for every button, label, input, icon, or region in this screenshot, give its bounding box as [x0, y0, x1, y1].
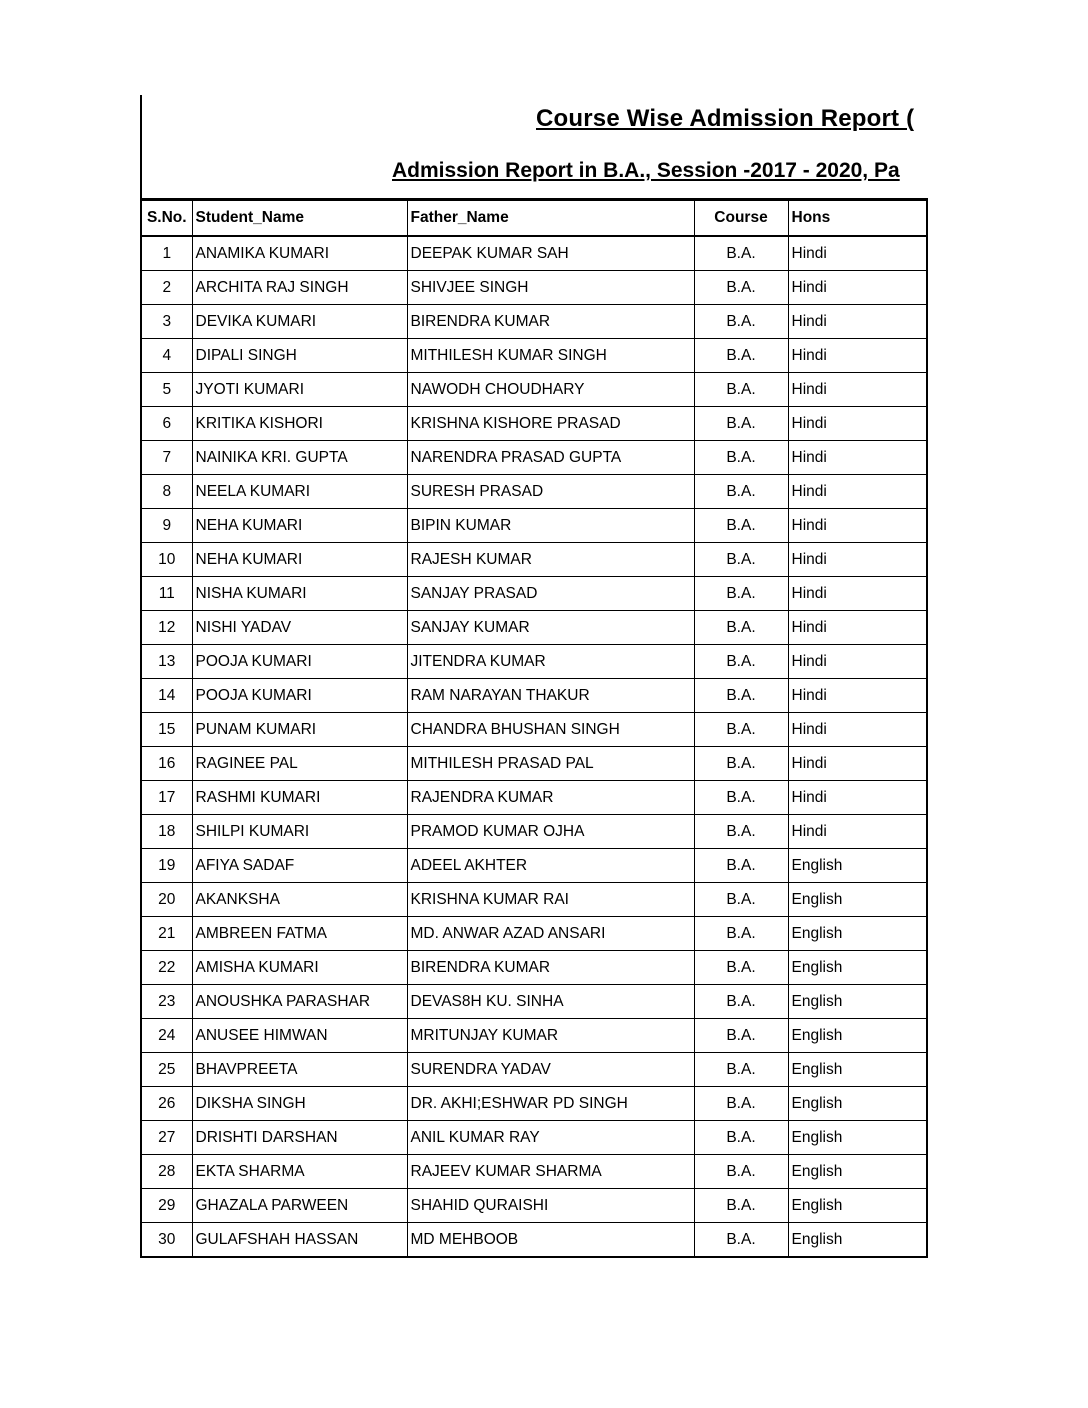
- cell-father-name: RAJESH KUMAR: [407, 543, 694, 577]
- cell-course: B.A.: [694, 373, 788, 407]
- cell-hons: English: [788, 917, 927, 951]
- cell-father-name: KRISHNA KISHORE PRASAD: [407, 407, 694, 441]
- table-row: [141, 1087, 927, 1121]
- header-father-name: Father_Name: [407, 201, 694, 237]
- cell-sno: 28: [141, 1155, 192, 1189]
- cell-father-name: MRITUNJAY KUMAR: [407, 1019, 694, 1053]
- table-row: [141, 509, 927, 543]
- table-row: [141, 985, 927, 1019]
- cell-father-name: SHIVJEE SINGH: [407, 271, 694, 305]
- cell-sno: 3: [141, 305, 192, 339]
- table-body: [141, 236, 927, 1257]
- table-row: [141, 271, 927, 305]
- cell-course: B.A.: [694, 1087, 788, 1121]
- cell-student-name: AMBREEN FATMA: [192, 917, 407, 951]
- table-row: [141, 1155, 927, 1189]
- cell-father-name: DEEPAK KUMAR SAH: [407, 236, 694, 271]
- cell-father-name: NAWODH CHOUDHARY: [407, 373, 694, 407]
- cell-course: B.A.: [694, 271, 788, 305]
- cell-course: B.A.: [694, 713, 788, 747]
- cell-course: B.A.: [694, 1223, 788, 1258]
- cell-student-name: POOJA KUMARI: [192, 645, 407, 679]
- cell-sno: 14: [141, 679, 192, 713]
- cell-father-name: MITHILESH PRASAD PAL: [407, 747, 694, 781]
- report-subtitle: Admission Report in B.A., Session -2017 - 2020, Pa: [392, 159, 900, 182]
- cell-hons: English: [788, 1189, 927, 1223]
- table-row: [141, 1223, 927, 1258]
- table-row: [141, 1019, 927, 1053]
- cell-hons: Hindi: [788, 236, 927, 271]
- cell-hons: Hindi: [788, 781, 927, 815]
- cell-course: B.A.: [694, 679, 788, 713]
- cell-father-name: BIRENDRA KUMAR: [407, 951, 694, 985]
- cell-student-name: ANOUSHKA PARASHAR: [192, 985, 407, 1019]
- cell-father-name: BIPIN KUMAR: [407, 509, 694, 543]
- table-row: [141, 645, 927, 679]
- cell-father-name: SHAHID QURAISHI: [407, 1189, 694, 1223]
- cell-course: B.A.: [694, 849, 788, 883]
- cell-student-name: JYOTI KUMARI: [192, 373, 407, 407]
- cell-hons: Hindi: [788, 679, 927, 713]
- cell-father-name: RAJEEV KUMAR SHARMA: [407, 1155, 694, 1189]
- cell-father-name: SURESH PRASAD: [407, 475, 694, 509]
- table-row: [141, 713, 927, 747]
- table-row: [141, 1053, 927, 1087]
- cell-student-name: AFIYA SADAF: [192, 849, 407, 883]
- cell-hons: Hindi: [788, 407, 927, 441]
- cell-course: B.A.: [694, 883, 788, 917]
- cell-student-name: NISHI YADAV: [192, 611, 407, 645]
- report-header: [140, 95, 928, 200]
- cell-sno: 12: [141, 611, 192, 645]
- cell-father-name: JITENDRA KUMAR: [407, 645, 694, 679]
- cell-hons: Hindi: [788, 509, 927, 543]
- cell-sno: 17: [141, 781, 192, 815]
- cell-course: B.A.: [694, 441, 788, 475]
- cell-course: B.A.: [694, 747, 788, 781]
- table-row: [141, 373, 927, 407]
- cell-student-name: NAINIKA KRI. GUPTA: [192, 441, 407, 475]
- cell-student-name: AKANKSHA: [192, 883, 407, 917]
- cell-course: B.A.: [694, 917, 788, 951]
- cell-sno: 18: [141, 815, 192, 849]
- cell-course: B.A.: [694, 577, 788, 611]
- cell-course: B.A.: [694, 339, 788, 373]
- cell-sno: 1: [141, 236, 192, 271]
- cell-father-name: SANJAY PRASAD: [407, 577, 694, 611]
- cell-course: B.A.: [694, 645, 788, 679]
- cell-hons: Hindi: [788, 441, 927, 475]
- cell-hons: English: [788, 883, 927, 917]
- cell-student-name: GULAFSHAH HASSAN: [192, 1223, 407, 1258]
- cell-student-name: KRITIKA KISHORI: [192, 407, 407, 441]
- cell-hons: Hindi: [788, 305, 927, 339]
- cell-course: B.A.: [694, 407, 788, 441]
- cell-sno: 27: [141, 1121, 192, 1155]
- table-row: [141, 577, 927, 611]
- cell-hons: English: [788, 985, 927, 1019]
- table-row: [141, 305, 927, 339]
- cell-student-name: NISHA KUMARI: [192, 577, 407, 611]
- table-row: [141, 815, 927, 849]
- cell-student-name: EKTA SHARMA: [192, 1155, 407, 1189]
- cell-sno: 8: [141, 475, 192, 509]
- table-header-row: [141, 201, 927, 237]
- cell-sno: 25: [141, 1053, 192, 1087]
- cell-sno: 13: [141, 645, 192, 679]
- header-sno: S.No.: [141, 201, 192, 237]
- cell-student-name: RAGINEE PAL: [192, 747, 407, 781]
- cell-sno: 19: [141, 849, 192, 883]
- cell-father-name: ANIL KUMAR RAY: [407, 1121, 694, 1155]
- cell-sno: 7: [141, 441, 192, 475]
- cell-student-name: SHILPI KUMARI: [192, 815, 407, 849]
- cell-sno: 20: [141, 883, 192, 917]
- cell-student-name: RASHMI KUMARI: [192, 781, 407, 815]
- cell-father-name: NARENDRA PRASAD GUPTA: [407, 441, 694, 475]
- table-row: [141, 475, 927, 509]
- table-row: [141, 407, 927, 441]
- cell-hons: Hindi: [788, 271, 927, 305]
- cell-hons: English: [788, 1019, 927, 1053]
- cell-sno: 21: [141, 917, 192, 951]
- cell-father-name: SANJAY KUMAR: [407, 611, 694, 645]
- cell-student-name: ANAMIKA KUMARI: [192, 236, 407, 271]
- cell-sno: 23: [141, 985, 192, 1019]
- cell-course: B.A.: [694, 475, 788, 509]
- cell-hons: English: [788, 1053, 927, 1087]
- cell-course: B.A.: [694, 1189, 788, 1223]
- table-row: [141, 543, 927, 577]
- cell-hons: English: [788, 951, 927, 985]
- cell-hons: Hindi: [788, 339, 927, 373]
- cell-sno: 29: [141, 1189, 192, 1223]
- cell-father-name: DEVAS8H KU. SINHA: [407, 985, 694, 1019]
- cell-student-name: BHAVPREETA: [192, 1053, 407, 1087]
- cell-hons: Hindi: [788, 577, 927, 611]
- table-row: [141, 1189, 927, 1223]
- table-row: [141, 339, 927, 373]
- table-row: [141, 849, 927, 883]
- table-row: [141, 679, 927, 713]
- cell-hons: Hindi: [788, 747, 927, 781]
- cell-course: B.A.: [694, 985, 788, 1019]
- cell-hons: Hindi: [788, 815, 927, 849]
- cell-course: B.A.: [694, 543, 788, 577]
- cell-course: B.A.: [694, 611, 788, 645]
- cell-hons: Hindi: [788, 373, 927, 407]
- table-row: [141, 441, 927, 475]
- cell-hons: Hindi: [788, 475, 927, 509]
- report-title: Course Wise Admission Report (: [536, 105, 915, 132]
- cell-student-name: AMISHA KUMARI: [192, 951, 407, 985]
- cell-student-name: NEHA KUMARI: [192, 509, 407, 543]
- cell-course: B.A.: [694, 1019, 788, 1053]
- table-row: [141, 883, 927, 917]
- cell-father-name: RAJENDRA KUMAR: [407, 781, 694, 815]
- cell-hons: Hindi: [788, 713, 927, 747]
- cell-father-name: MD. ANWAR AZAD ANSARI: [407, 917, 694, 951]
- admission-table: [140, 200, 928, 1258]
- cell-sno: 5: [141, 373, 192, 407]
- cell-sno: 2: [141, 271, 192, 305]
- table-row: [141, 747, 927, 781]
- cell-father-name: SURENDRA YADAV: [407, 1053, 694, 1087]
- table-row: [141, 611, 927, 645]
- cell-course: B.A.: [694, 951, 788, 985]
- cell-course: B.A.: [694, 781, 788, 815]
- cell-hons: English: [788, 1155, 927, 1189]
- cell-father-name: MD MEHBOOB: [407, 1223, 694, 1258]
- cell-hons: Hindi: [788, 543, 927, 577]
- cell-sno: 30: [141, 1223, 192, 1258]
- cell-student-name: DIPALI SINGH: [192, 339, 407, 373]
- cell-sno: 24: [141, 1019, 192, 1053]
- cell-hons: English: [788, 849, 927, 883]
- table-row: [141, 781, 927, 815]
- cell-student-name: POOJA KUMARI: [192, 679, 407, 713]
- cell-father-name: DR. AKHI;ESHWAR PD SINGH: [407, 1087, 694, 1121]
- cell-student-name: GHAZALA PARWEEN: [192, 1189, 407, 1223]
- cell-student-name: ARCHITA RAJ SINGH: [192, 271, 407, 305]
- cell-student-name: NEHA KUMARI: [192, 543, 407, 577]
- cell-sno: 11: [141, 577, 192, 611]
- cell-hons: English: [788, 1087, 927, 1121]
- cell-sno: 16: [141, 747, 192, 781]
- table-row: [141, 1121, 927, 1155]
- cell-hons: Hindi: [788, 645, 927, 679]
- cell-course: B.A.: [694, 815, 788, 849]
- cell-course: B.A.: [694, 1053, 788, 1087]
- cell-course: B.A.: [694, 1155, 788, 1189]
- cell-student-name: NEELA KUMARI: [192, 475, 407, 509]
- cell-sno: 26: [141, 1087, 192, 1121]
- cell-sno: 6: [141, 407, 192, 441]
- cell-sno: 4: [141, 339, 192, 373]
- cell-course: B.A.: [694, 509, 788, 543]
- cell-student-name: DEVIKA KUMARI: [192, 305, 407, 339]
- cell-hons: English: [788, 1223, 927, 1258]
- cell-father-name: BIRENDRA KUMAR: [407, 305, 694, 339]
- cell-sno: 10: [141, 543, 192, 577]
- cell-father-name: MITHILESH KUMAR SINGH: [407, 339, 694, 373]
- table-row: [141, 917, 927, 951]
- cell-student-name: PUNAM KUMARI: [192, 713, 407, 747]
- cell-father-name: ADEEL AKHTER: [407, 849, 694, 883]
- cell-course: B.A.: [694, 1121, 788, 1155]
- table-row: [141, 951, 927, 985]
- cell-hons: English: [788, 1121, 927, 1155]
- header-course: Course: [694, 201, 788, 237]
- cell-father-name: RAM NARAYAN THAKUR: [407, 679, 694, 713]
- cell-father-name: CHANDRA BHUSHAN SINGH: [407, 713, 694, 747]
- cell-sno: 22: [141, 951, 192, 985]
- header-student-name: Student_Name: [192, 201, 407, 237]
- cell-sno: 15: [141, 713, 192, 747]
- header-hons: Hons: [788, 201, 927, 237]
- cell-father-name: PRAMOD KUMAR OJHA: [407, 815, 694, 849]
- table-row: [141, 236, 927, 271]
- cell-father-name: KRISHNA KUMAR RAI: [407, 883, 694, 917]
- cell-course: B.A.: [694, 305, 788, 339]
- cell-course: B.A.: [694, 236, 788, 271]
- cell-hons: Hindi: [788, 611, 927, 645]
- cell-student-name: DIKSHA SINGH: [192, 1087, 407, 1121]
- cell-student-name: ANUSEE HIMWAN: [192, 1019, 407, 1053]
- cell-sno: 9: [141, 509, 192, 543]
- cell-student-name: DRISHTI DARSHAN: [192, 1121, 407, 1155]
